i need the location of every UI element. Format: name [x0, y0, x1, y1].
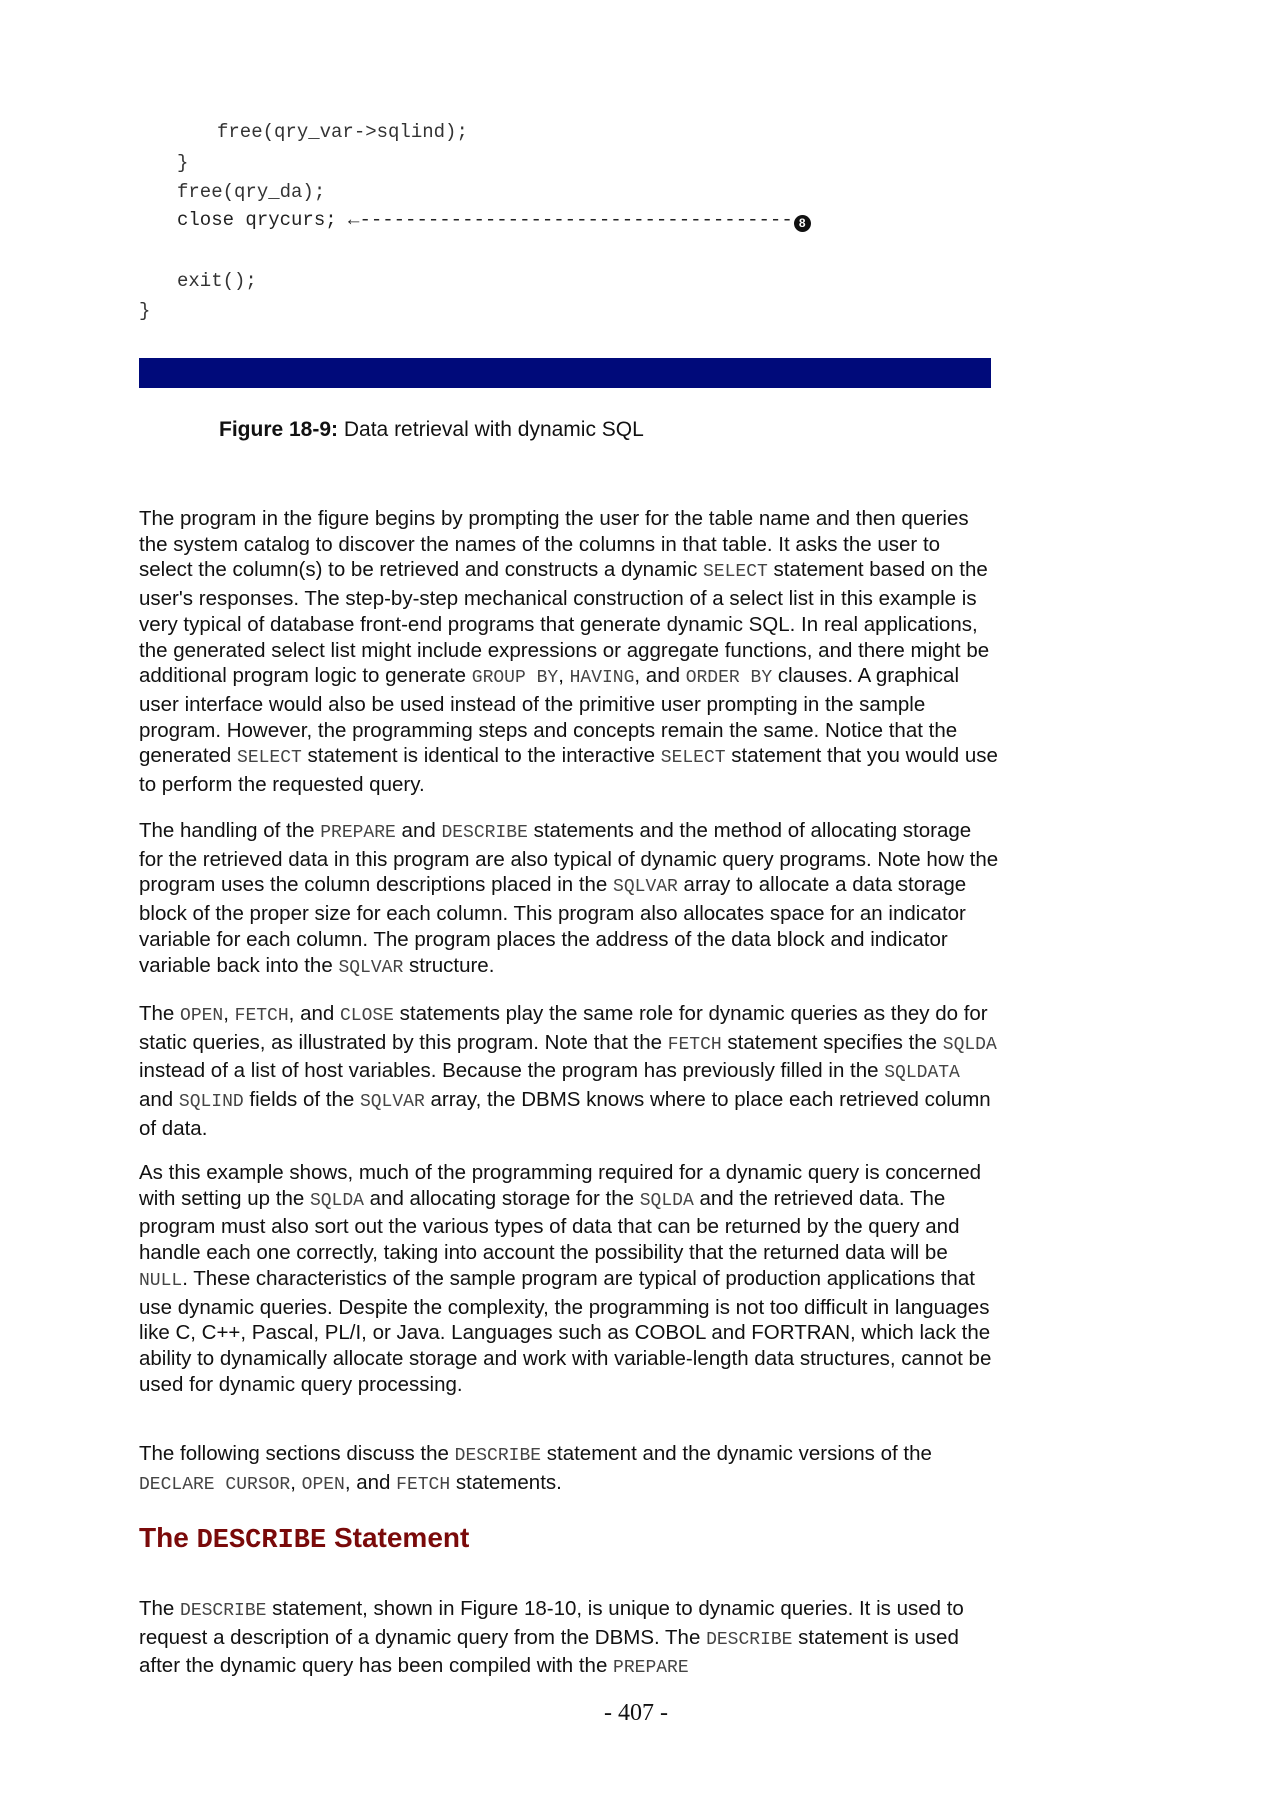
- p2-code-prepare: PREPARE: [320, 823, 396, 843]
- paragraph-2: [139, 818, 999, 981]
- paragraph-4: [139, 1160, 999, 1397]
- p3-text-5: statement specifies the: [721, 1030, 943, 1054]
- p3-code-sqlind: SQLIND: [178, 1092, 244, 1113]
- p1-code-group-by: GROUP BY: [471, 668, 559, 689]
- p3-text-1: The: [139, 1002, 181, 1025]
- p1-text-4: , and: [634, 664, 686, 688]
- callout-marker-8: 8: [794, 215, 811, 232]
- heading-text-post: Statement: [326, 1522, 470, 1553]
- p1-code-having: HAVING: [569, 668, 635, 689]
- code-line-free-sqlind: free(qry_var->sqlind);: [217, 121, 468, 143]
- p4-code-sqlda-2: SQLDA: [639, 1190, 694, 1211]
- paragraph-6: [139, 1596, 999, 1682]
- p4-text-3: and the retrieved data. The program must also sort out the various types of data that can be returned by the query and handle each one correctly, taking into account the possibility that the returned data will be: [139, 1186, 960, 1265]
- p3-text-3: , and: [288, 1002, 340, 1025]
- p2-text-1: The handling of the: [139, 819, 321, 842]
- p5-code-describe: DESCRIBE: [454, 1446, 542, 1466]
- p5-text-2: statement and the dynamic versions of the: [541, 1442, 932, 1465]
- p3-text-4: statements play the same role for dynamic queries as they do for static queries, as illustrated by this program. Note that the: [139, 1002, 988, 1054]
- p6-code-describe: DESCRIBE: [180, 1601, 267, 1621]
- p5-code-open: OPEN: [301, 1474, 345, 1495]
- p6-code-describe-2: DESCRIBE: [706, 1629, 793, 1650]
- p1-code-order-by: ORDER BY: [685, 668, 773, 689]
- p4-code-sqlda: SQLDA: [309, 1190, 364, 1211]
- section-heading-describe: [139, 1522, 469, 1556]
- p1-code-select-3: SELECT: [660, 748, 726, 769]
- code-line-outer-brace: }: [139, 300, 151, 322]
- p4-text-4: . These characteristics of the sample program are typical of production applications that use dynamic queries. Despite the complexity, the programming is not too difficult in languages like C, C++, Pascal, PL/I, or Java. Languages such as COBOL and FORTRAN, which lack the ability to dynamically allocate storage and work with variable-length data structures, cannot be used for dynamic query processing.: [139, 1266, 992, 1396]
- p3-code-close: CLOSE: [339, 1006, 394, 1026]
- p2-code-describe: DESCRIBE: [441, 823, 528, 843]
- p1-text-2: statement based on the user's responses. The step-by-step mechanical construction of a select list in this example is very typical of database front-end programs that generate dynamic SQL. In real applications, the generated select list might include expressions or aggregate functions, and there might be additional program logic to generate: [139, 558, 990, 688]
- p5-text-5: statements.: [450, 1470, 562, 1494]
- p3-text-9: array, the DBMS knows where to place each retrieved column of data.: [139, 1088, 991, 1140]
- p5-text-3: ,: [290, 1470, 302, 1494]
- p1-text-6: statement is identical to the interactive: [301, 744, 661, 768]
- code-line-exit: exit();: [177, 270, 257, 292]
- p3-code-sqldata: SQLDATA: [884, 1063, 960, 1084]
- p6-text-1: The: [139, 1597, 181, 1620]
- p6-code-prepare: PREPARE: [613, 1658, 689, 1679]
- code-line-close-cursor: [177, 209, 811, 232]
- p4-text-2: and allocating storage for the: [363, 1186, 640, 1210]
- figure-label: Figure 18-9:: [219, 418, 339, 441]
- p2-code-sqlvar: SQLVAR: [613, 877, 678, 898]
- paragraph-3: [139, 1001, 999, 1142]
- heading-text-pre: The: [139, 1522, 197, 1553]
- figure-divider-bar: [139, 358, 991, 388]
- p6-text-3: statement is used after the dynamic query has been compiled with the: [139, 1625, 959, 1678]
- p4-text-1: As this example shows, much of the programming required for a dynamic query is concerned with setting up the: [139, 1161, 982, 1210]
- paragraph-1: [139, 506, 999, 798]
- p2-text-2: and: [395, 819, 442, 842]
- p1-text-3: ,: [558, 664, 570, 688]
- callout-arrow: ←--------------------------------------: [348, 209, 793, 231]
- p5-code-fetch: FETCH: [396, 1474, 451, 1495]
- p5-text-1: The following sections discuss the: [139, 1442, 455, 1465]
- p3-code-sqlvar: SQLVAR: [359, 1092, 425, 1113]
- p1-text-7: statement that you would use to perform the requested query.: [139, 744, 998, 797]
- p3-text-8: fields of the: [243, 1088, 360, 1112]
- figure-title: Data retrieval with dynamic SQL: [343, 418, 644, 441]
- p4-code-null: NULL: [139, 1270, 183, 1291]
- paragraph-5: [139, 1441, 999, 1498]
- p3-code-fetch: FETCH: [234, 1006, 289, 1026]
- p3-text-2: ,: [223, 1002, 235, 1025]
- code-close-text: close qrycurs;: [177, 209, 337, 231]
- page-number: - 407 -: [604, 1700, 668, 1726]
- p1-code-select: SELECT: [703, 562, 768, 583]
- code-line-free-da: free(qry_da);: [177, 181, 326, 203]
- code-line-inner-brace: }: [177, 152, 189, 174]
- heading-code-describe: DESCRIBE: [196, 1526, 327, 1556]
- p2-text-3: statements and the method of allocating storage for the retrieved data in this program are also typical of dynamic query programs. Note how the program uses the column descriptions placed in the: [139, 819, 999, 897]
- p3-code-fetch-2: FETCH: [667, 1034, 722, 1055]
- p2-code-sqlvar-2: SQLVAR: [338, 957, 404, 978]
- p2-text-4: array to allocate a data storage block of the proper size for each column. This program also allocates space for an indicator variable for each column. The program places the address of the data block and indicator variable back into the: [139, 873, 967, 977]
- figure-caption: [219, 418, 644, 442]
- p5-code-declare-cursor: DECLARE CURSOR: [139, 1474, 291, 1495]
- p5-text-4: , and: [344, 1470, 397, 1494]
- p3-code-sqlda: SQLDA: [942, 1034, 997, 1055]
- p1-text-5: clauses. A graphical user interface would also be used instead of the primitive user prompting in the sample program. However, the programming steps and concepts remain the same. Notice that the generated: [139, 664, 960, 768]
- p3-text-7: and: [139, 1088, 179, 1112]
- p3-text-6: instead of a list of host variables. Because the program has previously filled in the: [139, 1059, 885, 1083]
- p1-text-1: The program in the figure begins by prompting the user for the table name and then queries the system catalog to discover the names of the columns in that table. It asks the user to select the column(s) to be retrieved and constructs a dynamic: [139, 507, 969, 582]
- p6-text-2: statement, shown in Figure 18-10, is unique to dynamic queries. It is used to request a description of a dynamic query from the DBMS. The: [139, 1597, 964, 1649]
- p2-text-5: structure.: [403, 953, 495, 977]
- p1-code-select-2: SELECT: [237, 748, 302, 769]
- p3-code-open: OPEN: [180, 1006, 224, 1026]
